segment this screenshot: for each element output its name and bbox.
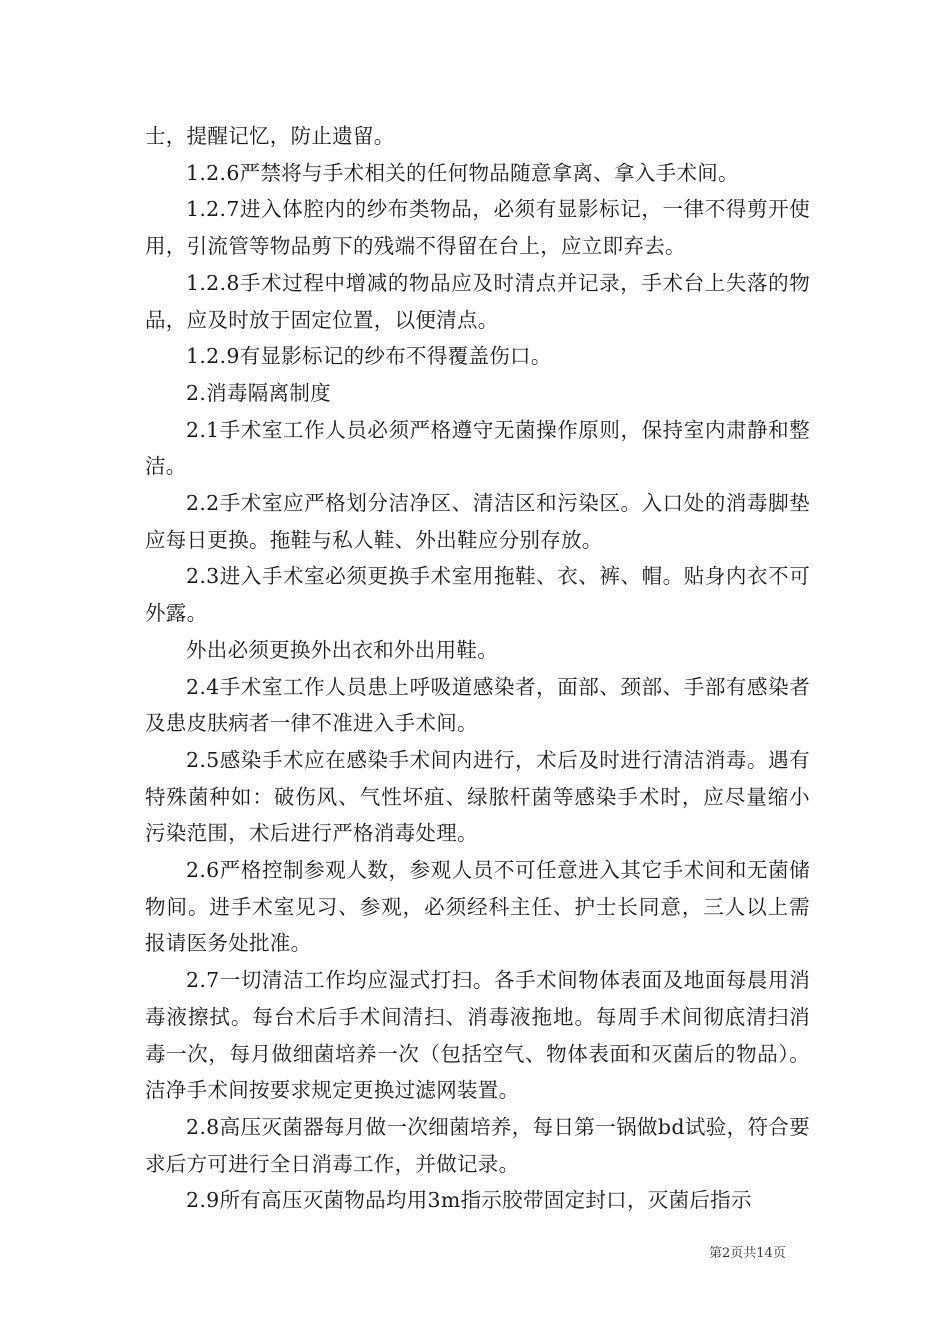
document-body bbox=[145, 118, 810, 1219]
paragraph-2-1: 2.1手术室工作人员必须严格遵守无菌操作原则，保持室内肃静和整洁。 bbox=[145, 417, 810, 479]
paragraph-1-2-7: 1.2.7进入体腔内的纱布类物品，必须有显影标记，一律不得剪开使用，引流管等物品剪下的残端不得留在台上，应立即弃去。 bbox=[145, 197, 810, 259]
paragraph-2-9: 2.9所有高压灭菌物品均用3m指示胶带固定封口，灭菌后指示 bbox=[186, 1188, 752, 1213]
paragraph-2-5: 2.5感染手术应在感染手术间内进行，术后及时进行清洁消毒。遇有特殊菌种如：破伤风、气性坏疽、绿脓杆菌等感染手术时，应尽量缩小污染范围，术后进行严格消毒处理。 bbox=[145, 747, 810, 846]
page-number-footer: 第2页共14页 bbox=[709, 1246, 786, 1261]
paragraph-2-3-note: 外出必须更换外出衣和外出用鞋。 bbox=[186, 637, 498, 662]
paragraph-2-3: 2.3进入手术室必须更换手术室用拖鞋、衣、裤、帽。贴身内衣不可外露。 bbox=[145, 564, 810, 626]
paragraph-2-4: 2.4手术室工作人员患上呼吸道感染者，面部、颈部、手部有感染者及患皮肤病者一律不准进入手术间。 bbox=[145, 674, 810, 736]
paragraph-2-6: 2.6严格控制参观人数，参观人员不可任意进入其它手术间和无菌储物间。进手术室见习、参观，必须经科主任、护士长同意，三人以上需报请医务处批准。 bbox=[145, 858, 810, 956]
paragraph-2-2: 2.2手术室应严格划分洁净区、清洁区和污染区。入口处的消毒脚垫应每日更换。拖鞋与私人鞋、外出鞋应分别存放。 bbox=[145, 491, 810, 552]
paragraph-2-7: 2.7一切清洁工作均应湿式打扫。各手术间物体表面及地面每晨用消毒液擦拭。每台术后手术间清扫、消毒液拖地。每周手术间彻底清扫消毒一次，每月做细菌培养一次（包括空气、物体表面和灭菌后的物品）。洁净手术间按要求规定更换过滤网装置。 bbox=[145, 968, 810, 1103]
paragraph-1-2-8: 1.2.8手术过程中增减的物品应及时清点并记录，手术台上失落的物品，应及时放于固定位置，以便清点。 bbox=[145, 270, 810, 332]
paragraph-1-2-9: 1.2.9有显影标记的纱布不得覆盖伤口。 bbox=[186, 344, 552, 369]
paragraph-1-2-6: 1.2.6严禁将与手术相关的任何物品随意拿离、拿入手术间。 bbox=[186, 160, 739, 185]
section-heading-2: 2.消毒隔离制度 bbox=[186, 380, 331, 405]
paragraph-1: 士，提醒记忆，防止遗留。 bbox=[145, 124, 395, 148]
paragraph-2-8: 2.8高压灭菌器每月做一次细菌培养，每日第一锅做bd试验，符合要求后方可进行全日消毒工作，并做记录。 bbox=[145, 1114, 810, 1176]
